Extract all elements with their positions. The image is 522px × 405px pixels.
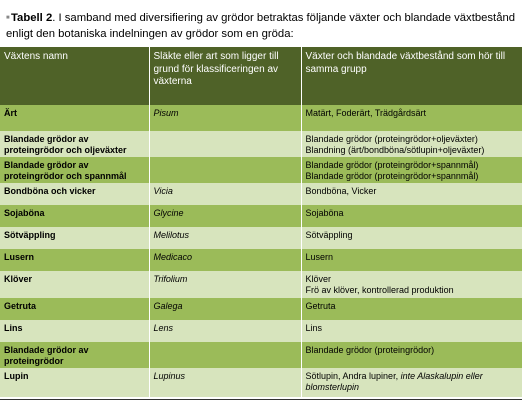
table-header-row <box>0 47 522 105</box>
table-row <box>0 249 522 271</box>
genus-cell: Medicaco <box>149 249 301 271</box>
group-line: Frö av klöver, kontrollerad produktion <box>305 285 454 295</box>
margin-mark: ■ <box>6 15 10 22</box>
genus-cell: Glycine <box>149 205 301 227</box>
group-text: Sötlupin, Andra lupiner, <box>305 371 401 381</box>
table-row <box>0 157 522 183</box>
genus-cell <box>149 342 301 368</box>
group-line: Blandning (ärt/bondböna/sötlupin+oljeväxter) <box>305 145 485 155</box>
group-line: Blandade grödor (proteingrödor+oljeväxter) <box>305 134 478 144</box>
genus-cell <box>149 131 301 157</box>
group-cell <box>301 320 522 342</box>
table-row <box>0 368 522 397</box>
group-cell <box>301 105 522 131</box>
group-line: Lusern <box>305 252 334 262</box>
genus-cell <box>149 157 301 183</box>
group-cell <box>301 271 522 298</box>
group-line: Bondböna, Vicker <box>305 186 377 196</box>
genus-cell: Galega <box>149 298 301 320</box>
group-cell <box>301 205 522 227</box>
caption-text: . I samband med diversifiering av grödor betraktas följande växter och blandade växtbestånd enligt den botaniska indelningen av grödor som en gröda: <box>6 12 516 41</box>
table-row <box>0 105 522 131</box>
bottom-border <box>0 399 522 400</box>
header-group: Växter och blandade växtbestånd som hör till samma grupp <box>301 47 522 105</box>
table-row <box>0 342 522 368</box>
table-row <box>0 320 522 342</box>
group-line: Lins <box>305 323 323 333</box>
plant-name-cell: Klöver <box>4 274 33 284</box>
genus-cell: Vicia <box>149 183 301 205</box>
plant-name-cell: Getruta <box>4 301 37 311</box>
genus-cell: Lens <box>149 320 301 342</box>
plant-name-cell: Sojaböna <box>4 208 45 218</box>
table-caption <box>6 10 518 42</box>
genus-cell: Melilotus <box>149 227 301 249</box>
table-row <box>0 205 522 227</box>
group-cell <box>301 298 522 320</box>
plant-name-cell: Lusern <box>4 252 35 262</box>
genus-cell: Pisum <box>149 105 301 131</box>
genus-cell: Lupinus <box>149 368 301 397</box>
group-cell <box>301 157 522 183</box>
group-line: Sojaböna <box>305 208 344 218</box>
table-row <box>0 131 522 157</box>
group-line: Matärt, Foderärt, Trädgårdsärt <box>305 108 427 118</box>
table-row <box>0 298 522 320</box>
table-row <box>0 183 522 205</box>
plant-name-cell: Sötväppling <box>4 230 56 240</box>
plant-name-cell: Blandade grödor av proteingrödor och spannmål <box>4 160 127 181</box>
group-line: Klöver <box>305 274 332 284</box>
table-row <box>0 227 522 249</box>
group-cell <box>301 342 522 368</box>
group-line: Getruta <box>305 301 336 311</box>
table-row <box>0 271 522 298</box>
header-plant-name: Växtens namn <box>0 47 149 105</box>
plant-name-cell: Lupin <box>4 371 29 381</box>
group-line: Blandade grödor (proteingrödor+spannmål) <box>305 160 479 170</box>
group-text-italic: inte Alaskalupin eller blomsterlupin <box>305 371 483 392</box>
group-line: Sötväppling <box>305 230 353 240</box>
group-cell <box>301 249 522 271</box>
genus-cell: Trifolium <box>149 271 301 298</box>
header-genus: Släkte eller art som ligger till grund för klassificeringen av växterna <box>149 47 301 105</box>
plant-name-cell: Blandade grödor av proteingrödor och oljeväxter <box>4 134 127 155</box>
plant-name-cell: Bondböna och vicker <box>4 186 96 196</box>
plant-name-cell: Ärt <box>4 108 17 118</box>
caption-label: Tabell 2 <box>11 12 53 24</box>
group-cell <box>301 131 522 157</box>
group-cell <box>301 183 522 205</box>
group-line: Blandade grödor (proteingrödor+spannmål) <box>305 171 479 181</box>
plant-classification-table <box>0 47 522 397</box>
group-line: Blandade grödor (proteingrödor) <box>305 345 435 355</box>
group-cell <box>301 368 522 397</box>
plant-name-cell: Blandade grödor av proteingrödor <box>4 345 89 366</box>
plant-name-cell: Lins <box>4 323 23 333</box>
group-cell <box>301 227 522 249</box>
